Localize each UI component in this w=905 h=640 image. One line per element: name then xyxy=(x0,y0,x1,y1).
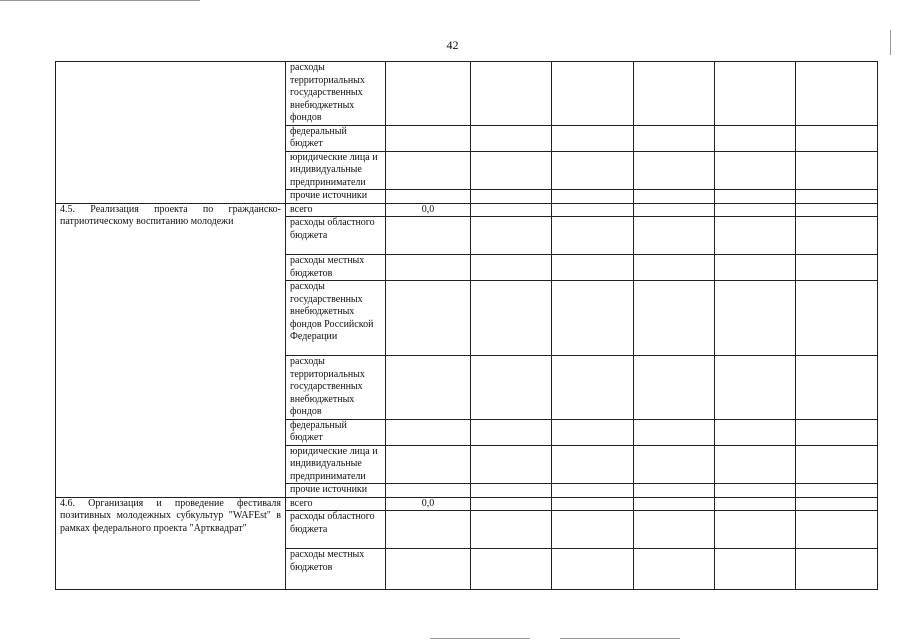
source-cell: расходы областного бюджета xyxy=(286,217,386,255)
source-cell: расходы территориальных государственных внебюджетных фондов xyxy=(286,356,386,420)
total-cell xyxy=(386,549,471,590)
value-cell xyxy=(471,511,552,549)
page-number: 42 xyxy=(446,38,459,52)
value-cell xyxy=(796,125,878,151)
total-cell xyxy=(386,356,471,420)
value-cell xyxy=(471,549,552,590)
value-cell xyxy=(552,151,634,190)
source-cell: прочие источники xyxy=(286,484,386,498)
value-cell xyxy=(796,62,878,126)
value-cell xyxy=(552,497,634,511)
value-cell xyxy=(634,419,715,445)
value-cell xyxy=(471,356,552,420)
value-cell xyxy=(552,203,634,217)
value-cell xyxy=(715,511,796,549)
value-cell xyxy=(715,125,796,151)
value-cell xyxy=(634,497,715,511)
value-cell xyxy=(796,549,878,590)
value-cell xyxy=(796,445,878,484)
total-cell xyxy=(386,445,471,484)
value-cell xyxy=(796,419,878,445)
source-cell: федеральный бюджет xyxy=(286,125,386,151)
value-cell xyxy=(715,217,796,255)
scan-artifact xyxy=(890,30,891,55)
value-cell xyxy=(552,125,634,151)
value-cell xyxy=(715,497,796,511)
value-cell xyxy=(552,356,634,420)
source-cell: федеральный бюджет xyxy=(286,419,386,445)
total-cell xyxy=(386,62,471,126)
value-cell xyxy=(552,419,634,445)
value-cell xyxy=(552,217,634,255)
value-cell xyxy=(715,549,796,590)
value-cell xyxy=(552,190,634,204)
total-cell xyxy=(386,255,471,281)
value-cell xyxy=(634,511,715,549)
event-cell xyxy=(56,62,286,204)
value-cell xyxy=(471,419,552,445)
value-cell xyxy=(796,484,878,498)
value-cell xyxy=(471,62,552,126)
value-cell xyxy=(715,190,796,204)
value-cell xyxy=(634,484,715,498)
value-cell xyxy=(715,151,796,190)
total-cell: 0,0 xyxy=(386,203,471,217)
value-cell xyxy=(796,190,878,204)
value-cell xyxy=(796,217,878,255)
value-cell xyxy=(796,281,878,356)
value-cell xyxy=(634,62,715,126)
value-cell xyxy=(715,445,796,484)
table-row xyxy=(56,62,878,126)
value-cell xyxy=(471,255,552,281)
value-cell xyxy=(552,62,634,126)
value-cell xyxy=(634,217,715,255)
value-cell xyxy=(634,356,715,420)
value-cell xyxy=(471,125,552,151)
source-cell: всего xyxy=(286,497,386,511)
source-cell: юридические лица и индивидуальные предприниматели xyxy=(286,151,386,190)
value-cell xyxy=(715,203,796,217)
funding-table xyxy=(55,61,878,590)
source-cell: прочие источники xyxy=(286,190,386,204)
source-cell: расходы местных бюджетов xyxy=(286,255,386,281)
value-cell xyxy=(471,151,552,190)
value-cell xyxy=(471,190,552,204)
value-cell xyxy=(471,217,552,255)
value-cell xyxy=(796,497,878,511)
value-cell xyxy=(796,356,878,420)
value-cell xyxy=(552,281,634,356)
value-cell xyxy=(796,511,878,549)
total-cell xyxy=(386,281,471,356)
value-cell xyxy=(471,281,552,356)
source-cell: расходы территориальных государственных внебюджетных фондов xyxy=(286,62,386,126)
value-cell xyxy=(634,125,715,151)
value-cell xyxy=(715,356,796,420)
source-cell: расходы областного бюджета xyxy=(286,511,386,549)
table-row xyxy=(56,203,878,217)
value-cell xyxy=(552,255,634,281)
value-cell xyxy=(715,419,796,445)
value-cell xyxy=(634,549,715,590)
value-cell xyxy=(715,255,796,281)
value-cell xyxy=(796,151,878,190)
value-cell xyxy=(634,445,715,484)
scan-artifact xyxy=(560,638,680,639)
total-cell xyxy=(386,217,471,255)
total-cell xyxy=(386,484,471,498)
source-cell: расходы государственных внебюджетных фондов Российской Федерации xyxy=(286,281,386,356)
total-cell xyxy=(386,125,471,151)
value-cell xyxy=(634,281,715,356)
value-cell xyxy=(471,203,552,217)
value-cell xyxy=(634,190,715,204)
event-cell: 4.6. Организация и проведение фестиваля позитивных молодежных субкультур "WAFEst" в рамках федерального проекта "Артквадрат" xyxy=(56,497,286,590)
value-cell xyxy=(715,484,796,498)
value-cell xyxy=(634,151,715,190)
value-cell xyxy=(634,255,715,281)
value-cell xyxy=(715,62,796,126)
total-cell xyxy=(386,511,471,549)
value-cell xyxy=(552,549,634,590)
scan-artifact xyxy=(0,0,200,1)
value-cell xyxy=(471,497,552,511)
source-cell: всего xyxy=(286,203,386,217)
value-cell xyxy=(552,445,634,484)
total-cell: 0,0 xyxy=(386,497,471,511)
event-cell: 4.5. Реализация проекта по гражданско-патриотическому воспитанию молодежи xyxy=(56,203,286,497)
total-cell xyxy=(386,190,471,204)
value-cell xyxy=(715,281,796,356)
value-cell xyxy=(796,255,878,281)
total-cell xyxy=(386,151,471,190)
scan-artifact xyxy=(430,638,530,639)
value-cell xyxy=(552,511,634,549)
value-cell xyxy=(471,445,552,484)
value-cell xyxy=(552,484,634,498)
source-cell: юридические лица и индивидуальные предприниматели xyxy=(286,445,386,484)
total-cell xyxy=(386,419,471,445)
source-cell: расходы местных бюджетов xyxy=(286,549,386,590)
value-cell xyxy=(796,203,878,217)
value-cell xyxy=(634,203,715,217)
table-row xyxy=(56,497,878,511)
value-cell xyxy=(471,484,552,498)
